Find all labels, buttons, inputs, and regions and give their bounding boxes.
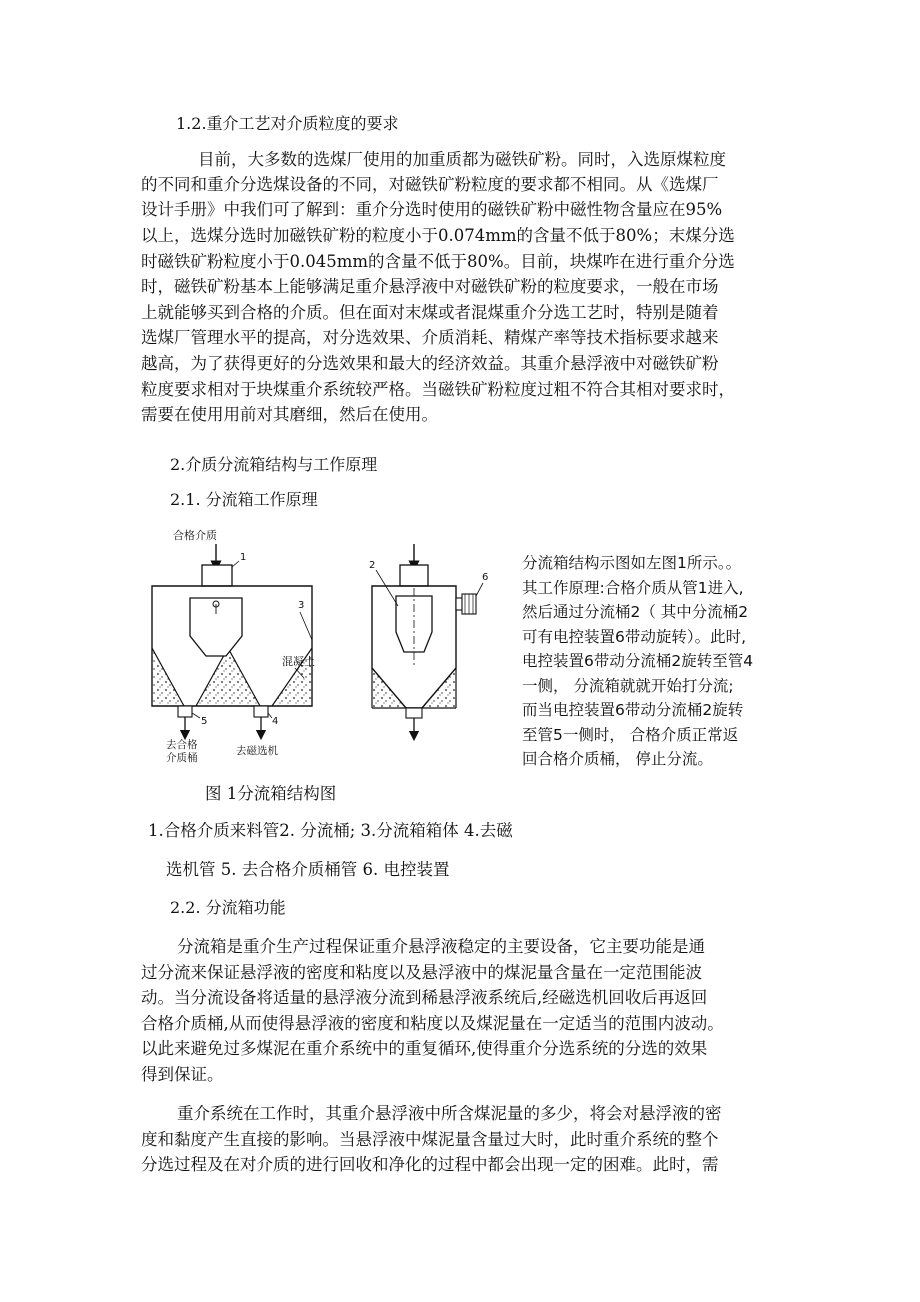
part-number: 2 xyxy=(369,560,376,571)
paragraph-line: 上就能够买到合格的介质。但在面对末煤或者混煤重介分选工艺时，特别是随着 xyxy=(141,303,719,322)
paragraph-line: 粒度要求相对于块煤重介系统较严格。当磁铁矿粉粒度过粗不符合其相对要求时， xyxy=(141,380,735,399)
paragraph-line: 时，磁铁矿粉基本上能够满足重介悬浮液中对磁铁矿粉的粒度要求，一般在市场 xyxy=(141,277,719,296)
paragraph-line: 合格介质桶,从而使得悬浮液的密度和粘度以及煤泥量在一定适当的范围内波动。 xyxy=(141,1014,724,1033)
paragraph-line: 需要在使用用前对其磨细，然后在使用。 xyxy=(141,405,438,424)
description-line: 其工作原理:合格介质从管1进入, xyxy=(522,578,744,597)
part-number: 3 xyxy=(298,600,305,611)
paragraph-line: 越高，为了获得更好的分选效果和最大的经济效益。其重介悬浮液中对磁铁矿粉 xyxy=(141,354,719,373)
paragraph-line: 以上，选煤分选时加磁铁矿粉的粒度小于0.074mm的含量不低于80%；末煤分选 xyxy=(141,226,735,245)
paragraph-line: 设计手册》中我们可了解到：重介分选时使用的磁铁矿粉中磁性物含量应在95% xyxy=(141,200,723,219)
diverter-box-figure xyxy=(140,528,520,788)
description-line: 电控装置6带动分流桶2旋转至管4 xyxy=(522,652,754,670)
label-concrete: 混凝土 xyxy=(282,655,315,668)
feed-pipe xyxy=(202,565,232,586)
label-to-medium-tank: 去合格 xyxy=(166,739,198,751)
paragraph-line: 以此来避免过多煤泥在重介系统中的重复循环,使得重介分选系统的分选的效果 xyxy=(141,1039,708,1058)
description-line: 回合格介质桶， 停止分流。 xyxy=(522,750,713,768)
motor-mount xyxy=(456,598,462,610)
paragraph-line: 目前，大多数的选煤厂使用的加重质都为磁铁矿粉。同时，入选原煤粒度 xyxy=(198,150,726,169)
paragraph-line: 的不同和重介分选煤设备的不同，对磁铁矿粉粒度的要求都不相同。从《选煤厂 xyxy=(141,175,719,194)
heading-2-2: 2.2. 分流箱功能 xyxy=(170,898,286,917)
description-line: 然后通过分流桶2（ 其中分流桶2 xyxy=(522,603,749,621)
description-line: 分流箱结构示图如左图1所示。。 xyxy=(522,554,742,572)
heading-2: 2.介质分流箱结构与工作原理 xyxy=(170,455,378,474)
part-number: 5 xyxy=(201,716,208,727)
heading-2-1: 2.1. 分流箱工作原理 xyxy=(170,490,318,509)
figure-caption: 图 1分流箱结构图 xyxy=(205,784,337,803)
paragraph-line: 动。当分流设备将适量的悬浮液分流到稀悬浮液系统后,经磁选机回收后再返回 xyxy=(141,988,708,1007)
side-view xyxy=(369,544,488,736)
figure-legend-line-2: 选机管 5. 去合格介质桶管 6. 电控装置 xyxy=(166,860,450,879)
paragraph-line: 分选过程及在对介质的进行回收和净化的过程中都会出现一定的困难。此时，需 xyxy=(141,1155,719,1174)
part-number: 6 xyxy=(482,572,489,583)
figure-legend-line-1: 1.合格介质来料管2. 分流桶; 3.分流箱箱体 4.去磁 xyxy=(148,821,513,840)
heading-1-2: 1.2.重介工艺对介质粒度的要求 xyxy=(176,114,399,133)
paragraph-line: 得到保证。 xyxy=(141,1065,224,1084)
description-line: 至管5一侧时， 合格介质正常返 xyxy=(522,725,739,744)
description-line: 一侧， 分流箱就就开始打分流; xyxy=(522,676,734,695)
label-to-medium-tank-2: 介质桶 xyxy=(166,752,198,764)
label-qualified-medium: 合格介质 xyxy=(173,529,217,542)
front-view xyxy=(152,528,315,764)
paragraph-line: 时磁铁矿粉粒度小于0.045mm的含量不低于80%。目前，块煤咋在进行重介分选 xyxy=(141,252,735,271)
paragraph-line: 过分流来保证悬浮液的密度和粘度以及悬浮液中的煤泥量含量在一定范围能波 xyxy=(141,963,702,982)
paragraph-line: 分流箱是重介生产过程保证重介悬浮液稳定的主要设备，它主要功能是通 xyxy=(177,937,705,956)
figure-description xyxy=(522,551,812,772)
paragraph-line: 重介系统在工作时，其重介悬浮液中所含煤泥量的多少，将会对悬浮液的密 xyxy=(177,1104,722,1123)
description-line: 可有电控装置6带动旋转）。此时, xyxy=(522,627,747,646)
paragraph-line: 选煤厂管理水平的提高，对分选效果、介质消耗、精煤产率等技术指标要求越来 xyxy=(141,328,719,347)
part-number: 4 xyxy=(272,716,279,727)
label-to-magnetic-separator: 去磁选机 xyxy=(236,745,278,757)
description-line: 而当电控装置6带动分流桶2旋转 xyxy=(522,701,744,719)
paragraph-line: 度和黏度产生直接的影响。当悬浮液中煤泥量含量过大时，此时重介系统的整个 xyxy=(141,1130,719,1149)
part-number: 1 xyxy=(240,552,247,563)
